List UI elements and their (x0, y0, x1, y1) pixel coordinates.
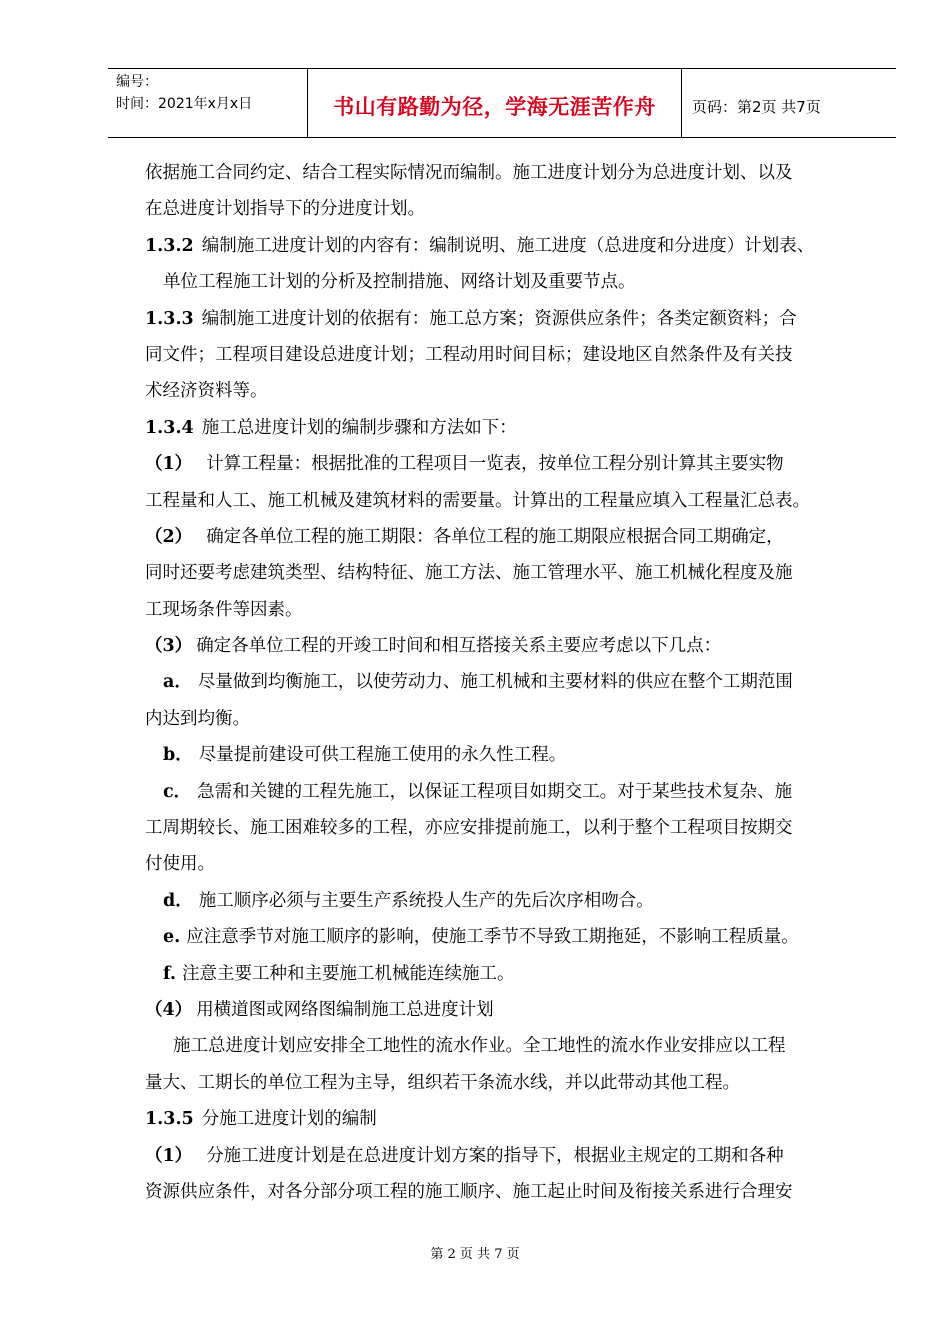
motto: 书山有路勤为径，学海无涯苦作舟 (333, 95, 656, 119)
line-text: 资源供应条件，对各分部分项工程的施工顺序、施工起止时间及衔接关系进行合理安 (145, 1181, 793, 1202)
item-letter: d． (163, 890, 193, 911)
text-line (145, 555, 870, 591)
item-number: （1） (145, 454, 193, 475)
item-letter: a． (163, 672, 192, 693)
sub-item (145, 664, 870, 700)
number-label: 编号： (116, 74, 158, 90)
sub-item (145, 774, 870, 810)
line-text: 应注意季节对施工顺序的影响，使施工季节不导致工期拖延，不影响工程质量。 (186, 927, 799, 948)
list-item (145, 519, 870, 555)
line-text: 编制施工进度计划的依据有：施工总方案；资源供应条件；各类定额资料；合 (201, 308, 797, 329)
line-text: 分施工进度计划的编制 (201, 1109, 377, 1130)
line-text: 工程量和人工、施工机械及建筑材料的需要量。计算出的工程量应填入工程量汇总表。 (145, 490, 810, 511)
section-heading (145, 228, 870, 264)
text-line (145, 592, 870, 628)
line-text: 在总进度计划指导下的分进度计划。 (145, 199, 425, 220)
header-meta (108, 69, 308, 137)
header-page-cell (682, 69, 896, 137)
text-line (145, 810, 870, 846)
line-text: 用横道图或网络图编制施工总进度计划 (196, 999, 494, 1020)
text-line (145, 155, 870, 191)
line-text: 付使用。 (145, 854, 215, 875)
section-heading (145, 301, 870, 337)
sub-item (145, 883, 870, 919)
date-line: 时间：2021年x月x日 (116, 96, 253, 112)
section-heading (145, 410, 870, 446)
text-line (145, 846, 870, 882)
paragraph-first-line (145, 1028, 870, 1064)
list-item (145, 1138, 870, 1174)
section-heading (145, 1101, 870, 1137)
text-line (145, 701, 870, 737)
line-text: 术经济资料等。 (145, 381, 268, 402)
line-text: 确定各单位工程的施工期限：各单位工程的施工期限应根据合同工期确定， (206, 526, 784, 547)
line-text: 同时还要考虑建筑类型、结构特征、施工方法、施工管理水平、施工机械化程度及施 (145, 563, 793, 584)
line-text: 施工总进度计划的编制步骤和方法如下： (201, 417, 517, 438)
page-code: 页码：第2页 共7页 (692, 97, 821, 116)
sub-item (145, 956, 870, 992)
item-number: （2） (145, 526, 193, 547)
sub-item (145, 919, 870, 955)
text-line (145, 373, 870, 409)
line-text: 量大、工期长的单位工程为主导，组织若干条流水线，并以此带动其他工程。 (145, 1072, 740, 1093)
list-item (145, 628, 870, 664)
line-text: 编制施工进度计划的内容有：编制说明、施工进度（总进度和分进度）计划表、 (201, 235, 815, 256)
line-text: 施工总进度计划应安排全工地性的流水作业。全工地性的流水作业安排应以工程 (173, 1036, 786, 1057)
section-number: 1.3.5 (145, 1109, 194, 1130)
section-number: 1.3.2 (145, 235, 194, 256)
line-text: 依据施工合同约定、结合工程实际情况而编制。施工进度计划分为总进度计划、以及 (145, 163, 793, 183)
section-number: 1.3.3 (145, 308, 194, 329)
header-motto-cell (308, 69, 682, 137)
line-text: 计算工程量：根据批准的工程项目一览表，按单位工程分别计算其主要实物 (206, 454, 784, 475)
text-line (145, 264, 870, 300)
text-line (145, 1065, 870, 1101)
item-letter: f. (163, 963, 176, 984)
item-letter: c． (163, 781, 192, 802)
text-line (145, 483, 870, 519)
document-body (145, 155, 870, 1210)
line-text: 单位工程施工计划的分析及控制措施、网络计划及重要节点。 (163, 272, 636, 293)
item-number: （1） (145, 1145, 193, 1166)
section-number: 1.3.4 (145, 417, 194, 438)
text-line (145, 191, 870, 227)
item-letter: b． (163, 745, 193, 766)
item-letter: e. (163, 927, 181, 948)
sub-item (145, 737, 870, 773)
text-line (145, 1174, 870, 1210)
line-text: 工现场条件等因素。 (145, 599, 303, 620)
line-text: 内达到均衡。 (145, 708, 250, 729)
item-number: （3） (145, 636, 193, 657)
page-header (108, 68, 896, 138)
line-text: 同文件；工程项目建设总进度计划；工程动用时间目标；建设地区自然条件及有关技 (145, 344, 793, 365)
line-text: 注意主要工种和主要施工机械能连续施工。 (182, 963, 515, 984)
line-text: 工周期较长、施工困难较多的工程，亦应安排提前施工，以利于整个工程项目按期交 (145, 818, 793, 839)
page-footer (0, 1243, 950, 1262)
line-text: 确定各单位工程的开竣工时间和相互搭接关系主要应考虑以下几点： (196, 636, 722, 657)
line-text: 尽量提前建设可供工程施工使用的永久性工程。 (198, 745, 567, 766)
list-item (145, 992, 870, 1028)
item-number: （4） (145, 999, 193, 1020)
list-item (145, 446, 870, 482)
line-text: 急需和关键的工程先施工，以保证工程项目如期交工。对于某些技术复杂、施 (197, 781, 793, 802)
footer-page-number: 第 2 页 共 7 页 (430, 1247, 520, 1262)
line-text: 尽量做到均衡施工，以使劳动力、施工机械和主要材料的供应在整个工期范围 (197, 672, 793, 693)
text-line (145, 337, 870, 373)
line-text: 施工顺序必须与主要生产系统投人生产的先后次序相吻合。 (198, 890, 654, 911)
line-text: 分施工进度计划是在总进度计划方案的指导下，根据业主规定的工期和各种 (206, 1145, 784, 1166)
